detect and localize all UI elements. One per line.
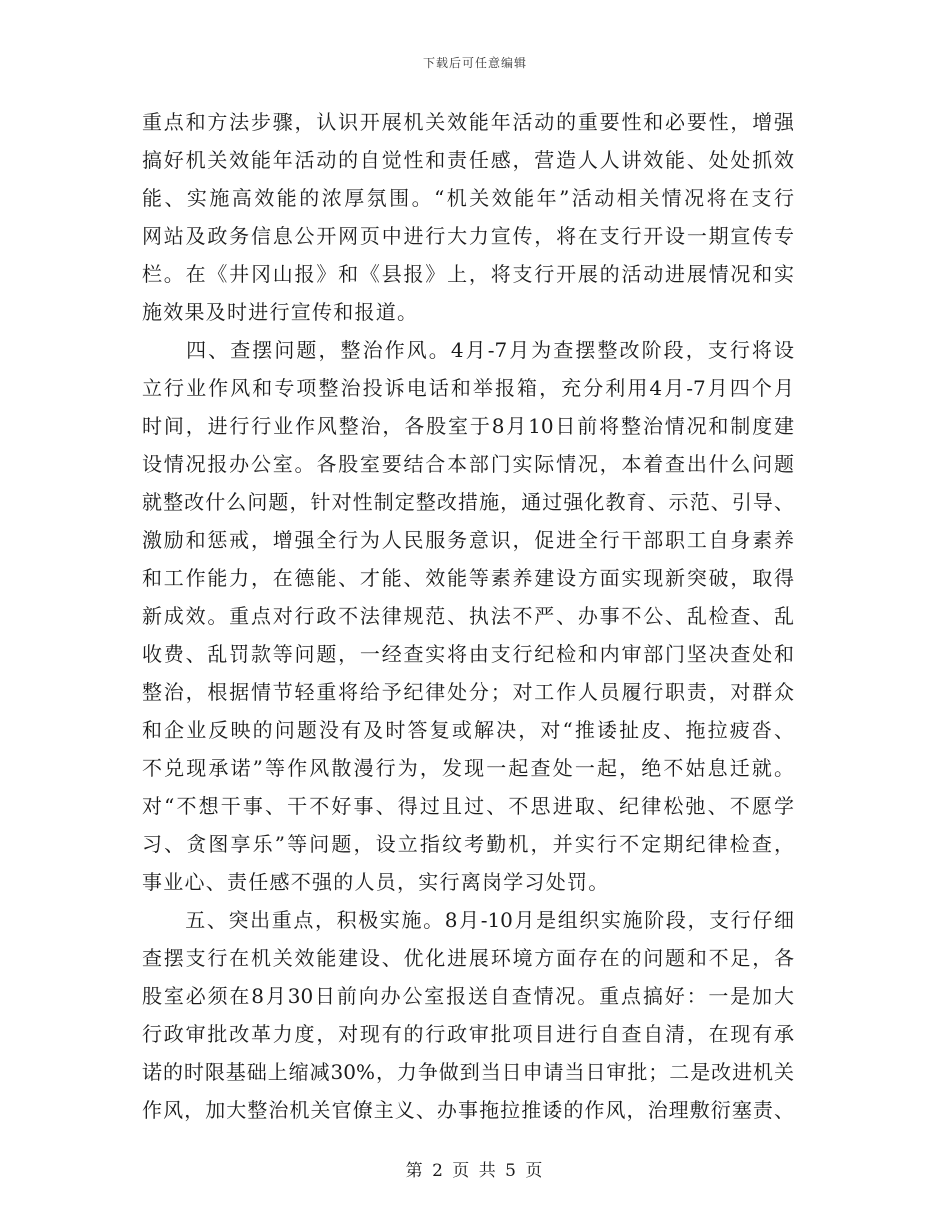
text-line: 搞好机关效能年活动的自觉性和责任感，营造人人讲效能、处处抓效	[142, 148, 794, 172]
text-line: 立行业作风和专项整治投诉电话和举报箱，充分利用4月-7月四个月	[142, 376, 794, 400]
text-line: 收费、乱罚款等问题，一经查实将由支行纪检和内审部门坚决查处和	[142, 642, 794, 666]
text-line: 激励和惩戒，增强全行为人民服务意识，促进全行干部职工自身素养	[142, 528, 794, 552]
text-line: 股室必须在8月30日前向办公室报送自查情况。重点搞好：一是加大	[142, 984, 794, 1008]
text-line: 网站及政务信息公开网页中进行大力宣传，将在支行开设一期宣传专	[142, 224, 794, 248]
page-number-footer: 第 2 页 共 5 页	[405, 1161, 545, 1181]
text-line: 新成效。重点对行政不法律规范、执法不严、办事不公、乱检查、乱	[142, 604, 794, 628]
text-line: 重点和方法步骤，认识开展机关效能年活动的重要性和必要性，增强	[142, 110, 794, 134]
text-line: 整治，根据情节轻重将给予纪律处分；对工作人员履行职责，对群众	[142, 680, 794, 704]
text-line: 和工作能力，在德能、才能、效能等素养建设方面实现新突破，取得	[142, 566, 794, 590]
text-line: 栏。在《井冈山报》和《县报》上，将支行开展的活动进展情况和实	[142, 262, 794, 286]
text-line: 不兑现承诺”等作风散漫行为，发现一起查处一起，绝不姑息迁就。	[142, 756, 794, 780]
text-line: 设情况报办公室。各股室要结合本部门实际情况，本着查出什么问题	[142, 452, 794, 476]
text-line: 五、突出重点，积极实施。8月-10月是组织实施阶段，支行仔细	[142, 908, 794, 932]
text-line: 四、查摆问题，整治作风。4月-7月为查摆整改阶段，支行将设	[142, 338, 794, 362]
page-header: 下载后可任意编辑	[422, 56, 527, 70]
text-line: 习、贪图享乐”等问题，设立指纹考勤机，并实行不定期纪律检查，	[142, 832, 794, 856]
text-line: 施效果及时进行宣传和报道。	[142, 300, 419, 324]
text-line: 对“不想干事、干不好事、得过且过、不思进取、纪律松弛、不愿学	[142, 794, 794, 818]
text-line: 查摆支行在机关效能建设、优化进展环境方面存在的问题和不足，各	[142, 946, 794, 970]
text-line: 时间，进行行业作风整治，各股室于8月10日前将整治情况和制度建	[142, 414, 794, 438]
text-line: 作风，加大整治机关官僚主义、办事拖拉推诿的作风，治理敷衍塞责、	[142, 1098, 794, 1122]
text-line: 和企业反映的问题没有及时答复或解决，对“推诿扯皮、拖拉疲沓、	[142, 718, 794, 742]
text-line: 行政审批改革力度，对现有的行政审批项目进行自查自清，在现有承	[142, 1022, 794, 1046]
text-line: 诺的时限基础上缩减30%，力争做到当日申请当日审批；二是改进机关	[142, 1060, 794, 1084]
document-body	[142, 103, 794, 1129]
text-line: 就整改什么问题，针对性制定整改措施，通过强化教育、示范、引导、	[142, 490, 794, 514]
text-line: 能、实施高效能的浓厚氛围。“机关效能年”活动相关情况将在支行	[142, 186, 794, 210]
text-line: 事业心、责任感不强的人员，实行离岗学习处罚。	[142, 870, 610, 894]
